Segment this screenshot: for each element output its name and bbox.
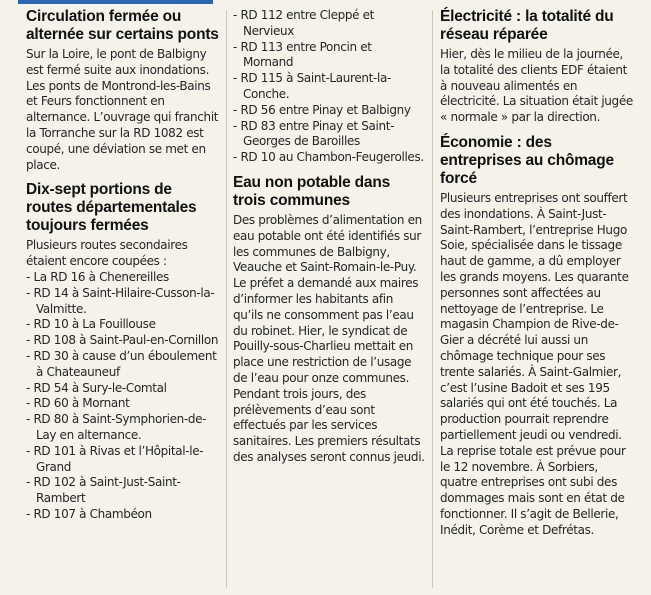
list-item: - RD 56 entre Pinay et Balbigny [233, 102, 411, 117]
list-item: - RD 14 à Saint-Hilaire-Cusson-la-Valmitte. [26, 285, 215, 316]
list-item: - RD 30 à cause d’un éboulement à Chateauneuf [26, 348, 217, 379]
paragraph-electricity: Hier, dès le milieu de la journée, la totalité des clients EDF étaient à nouveau alimentés en électricité. La situation était jugée « normale » par la direction. [440, 47, 633, 125]
list-item: - RD 60 à Mornant [26, 396, 130, 411]
list-item: - RD 115 à Saint-Laurent-la-Conche. [233, 71, 391, 101]
heading-economy: Économie : des entreprises au chômage forcé [440, 133, 614, 187]
paragraph-economy: Plusieurs entreprises ont souffert des inondations. À Saint-Just-Saint-Rambert, l’entreprise Hugo Soie, spécialisée dans le tissage haut de gamme, a dû employer les grands moyens. Les quarante personnes sont affectées au nettoyage de l’entreprise. Le magasin Champion de Rive-de-Gier a décrété lui aussi un chômage technique pour ses trente salariés. À Saint-Galmier, c’est l’usine Badoit et ses 195 salariés qui ont été touchés. La production pourrait reprendre partiellement jeudi ou vendredi. La reprise totale est prévue pour le 12 novembre. À Sorbiers, quatre entreprises ont subi des dommages mais sont en état de fonctionner. Il s’agit de Bellerie, Inédit, Corème et Defrétas. [440, 190, 629, 537]
paragraph-water-1: Des problèmes d’alimentation en eau potable ont été identifiés sur les communes de Balbigny, Veauche et Saint-Romain-le-Puy. Le préfet a demandé aux maires d’informer les habitants afin qu’ils ne consomment pas l’eau du robinet. Hier, le syndicat de Pouilly-sous-Charlieu mettait en place une restriction de l’usage de l’eau pour onze communes. [233, 212, 422, 385]
heading-circulation: Circulation fermée ou alternée sur certains ponts [26, 8, 219, 43]
list-item: - RD 102 à Saint-Just-Saint-Rambert [26, 475, 181, 506]
heading-water: Eau non potable dans trois communes [233, 173, 391, 209]
road-list-continued [233, 8, 425, 166]
list-item: - RD 10 à La Fouillouse [26, 317, 156, 332]
list-item: - RD 83 entre Pinay et Saint-Georges de Baroilles [233, 118, 395, 149]
column-rule [226, 10, 227, 588]
list-item: - RD 112 entre Cleppé et Nervieux [233, 8, 375, 38]
column-2 [233, 8, 425, 466]
column-3 [440, 8, 635, 539]
list-item: - RD 10 au Chambon-Feugerolles. [233, 150, 424, 165]
road-list [26, 270, 221, 523]
paragraph-bridges: Sur la Loire, le pont de Balbigny est fermé suite aux inondations. Les ponts de Montrond-les-Bains et Feurs fonctionnent en alternance. L’ouvrage qui franchit la Torranche sur la RD 1082 est coupé, une déviation se met en place. [26, 47, 219, 172]
heading-electricity: Électricité : la totalité du réseau réparée [440, 8, 614, 43]
list-item: - RD 113 entre Poncin et Mornand [233, 39, 372, 70]
list-item: - RD 80 à Saint-Symphorien-de-Lay en alternance. [26, 412, 207, 442]
column-rule [432, 10, 433, 588]
list-item: - RD 108 à Saint-Paul-en-Cornillon [26, 333, 219, 348]
list-item: - RD 101 à Rivas et l’Hôpital-le-Grand [26, 443, 204, 474]
list-item: - La RD 16 à Chenereilles [26, 269, 169, 284]
heading-roads-closed: Dix-sept portions de routes départementales toujours fermées [26, 181, 197, 235]
top-color-bar [18, 0, 213, 4]
list-item: - RD 54 à Sury-le-Comtal [26, 380, 167, 395]
paragraph-water-2: Pendant trois jours, des prélèvements d’eau sont effectués par les services sanitaires. Les premiers résultats des analyses seront connus jeudi. [233, 386, 425, 464]
list-item: - RD 107 à Chambéon [26, 506, 152, 521]
paragraph-roads-intro: Plusieurs routes secondaires étaient encore coupées : [26, 238, 188, 269]
column-1 [26, 8, 221, 523]
